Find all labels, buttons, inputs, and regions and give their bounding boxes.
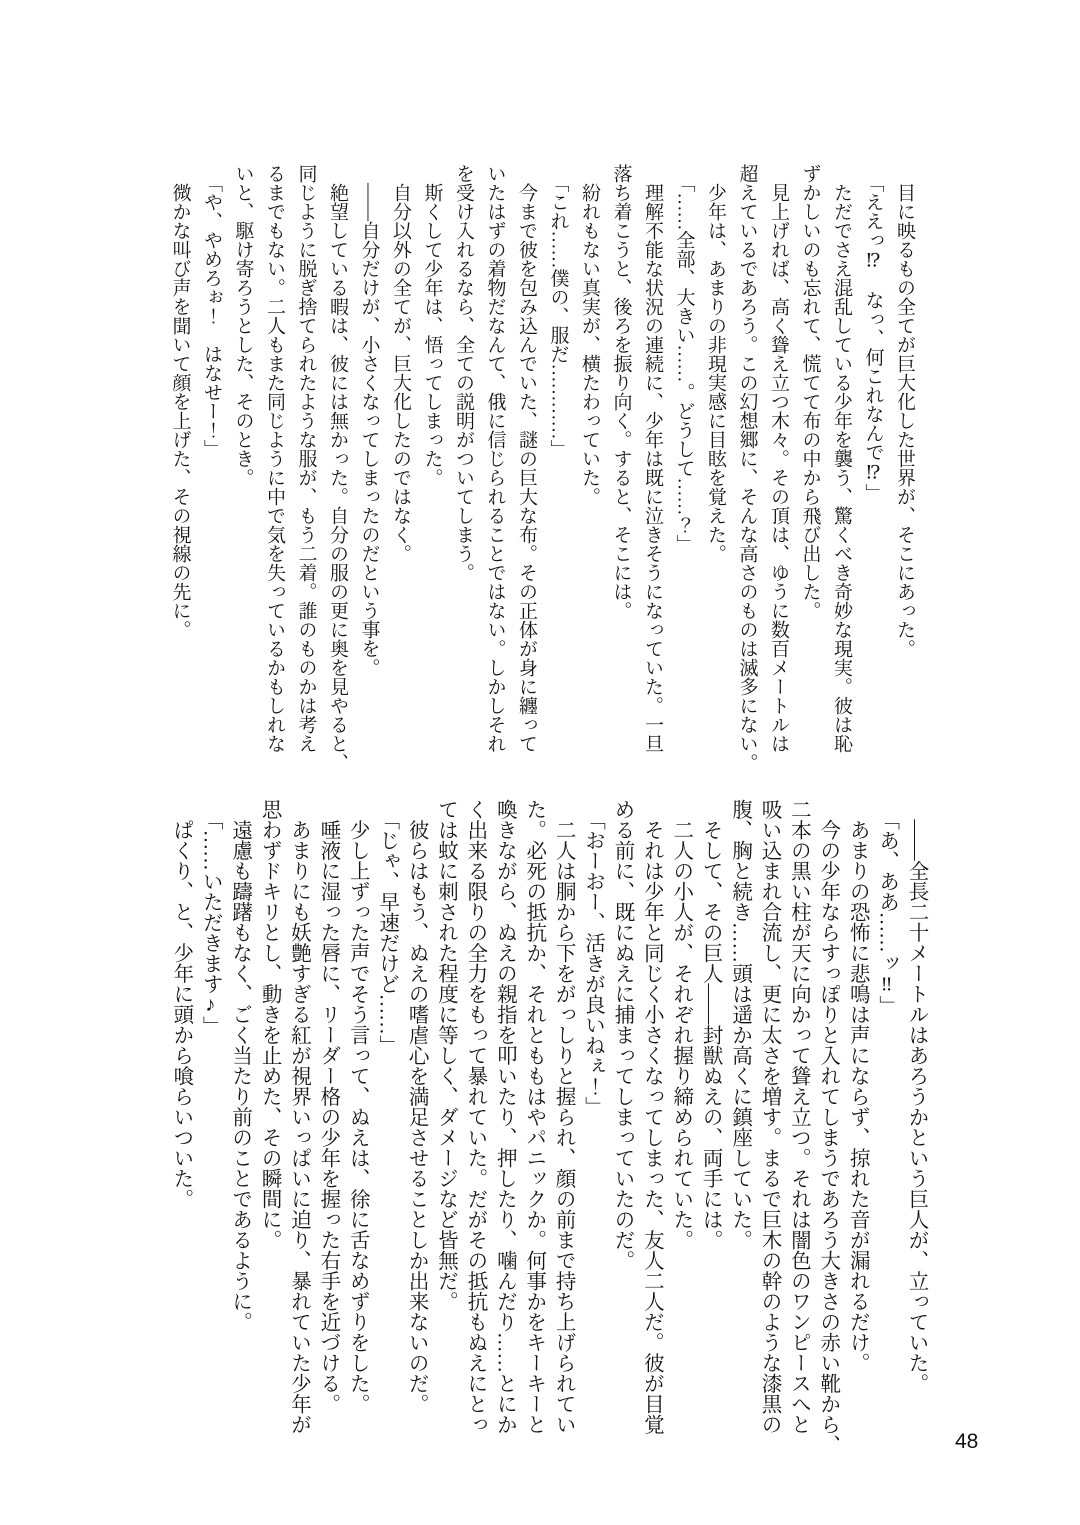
text-line: あまりにも妖艶すぎる紅が視界いっぱいに迫り、暴れていた少年が (287, 799, 310, 1435)
text-line: そして、その巨人――封獣ぬえの、両手には。 (699, 799, 722, 1250)
text-line: 斯くして少年は、悟ってしまった。 (421, 164, 443, 487)
text-line: 二人の小人が、それぞれ握り締められていた。 (669, 799, 692, 1250)
text-line: 「ええっ⁉ なっ、何これなんで⁉」 (862, 164, 884, 503)
bottom-text-block (165, 799, 930, 1461)
text-line: 少し上ずった声でそう言って、ぬえは、徐に舌なめずりをした。 (346, 799, 369, 1414)
text-line: 喚きながら、ぬえの親指を叩いたり、押したり、噛んだり……とにか (493, 799, 516, 1435)
text-line: 見上げれば、高く聳え立つ木々。その頂は、ゆうに数百メートルは (768, 164, 789, 753)
text-line: 少年は、あまりの非現実感に目眩を覚えた。 (705, 164, 726, 563)
text-line: 「おーおー、活きが良いねぇ！」 (581, 799, 604, 1117)
text-line: いたはずの着物だなんて、俄に信じられることではない。しかしそれ (484, 164, 506, 753)
text-line: を受け入れるなら、全ての説明がついてしまう。 (453, 164, 474, 582)
text-line: 「……いただきます♪」 (199, 799, 222, 1037)
text-line: 「……全部、大きい……。どうして……？」 (673, 164, 695, 554)
text-line: 絶望している暇は、彼には無かった。自分の服の更に奥を見やると、 (327, 164, 348, 772)
text-line: 「じゃ、早速だけど……」 (375, 799, 398, 1056)
text-line: 「あ、ああ……ッ‼」 (875, 799, 898, 1016)
text-line: 理解不能な状況の連続に、少年は既に泣きそうになっていた。一旦 (642, 164, 663, 753)
text-line: 二本の黒い柱が天に向かって聳え立つ。それは闇色のワンピースへと (787, 799, 810, 1435)
text-line: ただでさえ混乱している少年を襲う、驚くべき奇妙な現実。彼は恥 (831, 164, 852, 753)
text-line: 二人は胴から下をがっしりと握られ、顔の前まで持ち上げられてい (552, 799, 575, 1435)
text-line: 目に映るもの全てが巨大化した世界が、そこにあった。 (894, 164, 915, 658)
text-line: 同じように脱ぎ捨てられたような服が、もう二着。誰のものかは考え (295, 164, 317, 753)
text-line: 超えているであろう。この幻想郷に、そんな高さのものは滅多にない。 (736, 164, 758, 772)
text-line: 唾液に湿った唇に、リーダー格の少年を握った右手を近づける。 (316, 799, 339, 1414)
text-line: 腹、胸と続き……頭は遥か高くに鎮座していた。 (728, 799, 751, 1250)
text-line: 今の少年ならすっぽりと入れてしまうであろう大きさの赤い靴から、 (816, 799, 839, 1455)
text-line: 落ち着こうと、後ろを振り向く。すると、そこには。 (610, 164, 632, 620)
text-line: それは少年と同じく小さくなってしまった、友人二人だ。彼が目覚 (640, 799, 663, 1435)
text-line: た。必死の抵抗か、それとももはやパニックか。何事かをキーキーと (522, 799, 545, 1435)
text-line: ずかしいのも忘れて、慌てて布の中から飛び出した。 (799, 164, 821, 620)
text-line: ぱくり、と、少年に頭から喰らいついた。 (169, 799, 192, 1209)
text-line: 「や、やめろぉ！ はなせー！」 (201, 164, 222, 459)
text-line: 紛れもない真実が、横たわっていた。 (579, 164, 600, 506)
text-line: 微かな叫び声を聞いて顔を上げた、その視線の先に。 (169, 164, 191, 639)
text-line: あまりの恐怖に悲鳴は声にならず、掠れた音が漏れるだけ。 (846, 799, 869, 1373)
text-line: 思わずドキリとし、動きを止めた、その瞬間に。 (258, 799, 281, 1250)
text-line: るまでもない。二人もまた同じように中で気を失っているかもしれな (264, 164, 285, 753)
text-line: 「これ……僕の、服だ…………」 (547, 164, 569, 459)
top-text-block (164, 164, 920, 789)
page-number: 48 (955, 1430, 979, 1453)
text-line: 今まで彼を包み込んでいた、謎の巨大な布。その正体が身に纏って (516, 164, 537, 753)
text-line: 自分以外の全てが、巨大化したのではなく。 (390, 164, 411, 563)
text-line: める前に、既にぬえに捕まってしまっていたのだ。 (610, 799, 633, 1271)
text-line: ――全長二十メートルはあろうかという巨人が、立っていた。 (905, 799, 927, 1394)
text-line: 遠慮も躊躇もなく、ごく当たり前のことであるように。 (228, 799, 251, 1332)
text-line: 彼らはもう、ぬえの嗜虐心を満足させることしか出来ないのだ。 (405, 799, 428, 1414)
text-line: ては蚊に刺された程度に等しく、ダメージなど皆無だ。 (434, 799, 457, 1312)
text-line: ――自分だけが、小さくなってしまったのだという事を。 (358, 164, 380, 677)
text-line: く出来る限りの全力をもって暴れていた。だがその抵抗もぬえにとっ (463, 799, 486, 1435)
text-line: いと、駆け寄ろうとした、そのとき。 (232, 164, 254, 487)
text-line: 吸い込まれ合流し、更に太さを増す。まるで巨木の幹のような漆黒の (757, 799, 780, 1435)
